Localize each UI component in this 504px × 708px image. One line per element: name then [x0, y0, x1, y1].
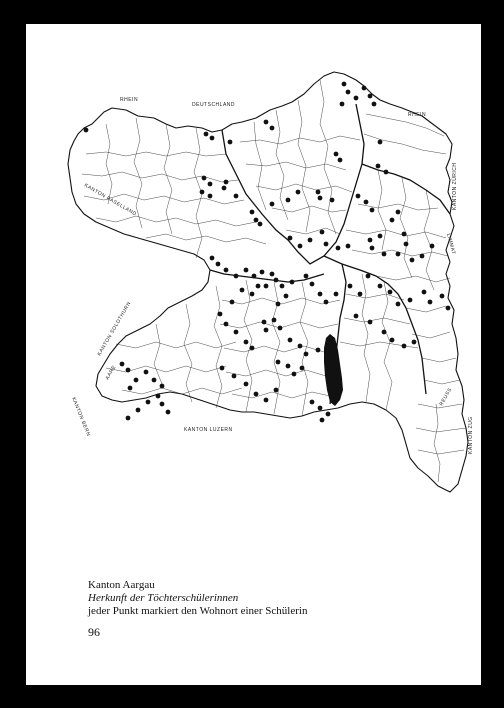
- student-dot: [304, 274, 309, 279]
- student-dot: [288, 338, 293, 343]
- student-dot: [412, 340, 417, 345]
- student-dot: [402, 344, 407, 349]
- student-dot: [384, 170, 389, 175]
- student-dot: [274, 278, 279, 283]
- canton-border: [68, 72, 468, 492]
- student-dot: [422, 290, 427, 295]
- student-dot: [390, 218, 395, 223]
- student-dot: [126, 416, 131, 421]
- student-dot: [382, 252, 387, 257]
- student-dot: [290, 280, 295, 285]
- student-dot: [324, 242, 329, 247]
- student-dot: [126, 368, 131, 373]
- student-dot: [346, 90, 351, 95]
- student-dot: [250, 292, 255, 297]
- student-dot: [320, 418, 325, 423]
- student-dot: [288, 236, 293, 241]
- student-dot: [218, 312, 223, 317]
- student-dot: [362, 86, 367, 91]
- student-dot: [420, 254, 425, 259]
- aargau-map: [26, 24, 481, 504]
- student-dot: [316, 348, 321, 353]
- student-dot: [402, 232, 407, 237]
- student-dot: [390, 338, 395, 343]
- student-dot: [240, 288, 245, 293]
- student-dot: [342, 82, 347, 87]
- caption-note: jeder Punkt markiert den Wohnort einer Schülerin: [88, 605, 308, 617]
- caption-subtitle: Herkunft der Töchterschülerinnen: [88, 592, 239, 604]
- student-dot: [278, 326, 283, 331]
- student-dot: [222, 186, 227, 191]
- student-dot: [258, 222, 263, 227]
- student-dot: [210, 256, 215, 261]
- student-dot: [280, 284, 285, 289]
- label-kanton-solothurn: KANTON SOLOTHURN: [96, 300, 133, 357]
- label-aare: AARE: [104, 364, 118, 381]
- student-dot: [262, 320, 267, 325]
- book-page: [26, 24, 481, 685]
- student-dot: [146, 400, 151, 405]
- label-reuss: REUSS: [438, 386, 454, 407]
- student-dot: [316, 190, 321, 195]
- student-dot: [318, 292, 323, 297]
- page-number: 96: [88, 625, 100, 639]
- student-dot: [446, 306, 451, 311]
- student-dot: [220, 366, 225, 371]
- student-dot: [318, 406, 323, 411]
- student-dot: [356, 194, 361, 199]
- student-dot: [376, 164, 381, 169]
- student-dot: [252, 274, 257, 279]
- student-dot: [440, 294, 445, 299]
- student-dot: [84, 128, 89, 133]
- student-dot: [298, 244, 303, 249]
- student-dot: [410, 258, 415, 263]
- student-dot: [430, 244, 435, 249]
- student-dot: [250, 346, 255, 351]
- student-dot: [286, 364, 291, 369]
- student-dot: [320, 230, 325, 235]
- student-dot: [348, 284, 353, 289]
- student-dot: [244, 340, 249, 345]
- student-dot: [224, 268, 229, 273]
- student-dot: [310, 400, 315, 405]
- student-dot: [204, 132, 209, 137]
- student-dot: [296, 190, 301, 195]
- student-dot: [364, 200, 369, 205]
- student-dot: [144, 370, 149, 375]
- student-dot: [160, 402, 165, 407]
- student-dot: [270, 202, 275, 207]
- student-dot: [244, 382, 249, 387]
- student-dot: [250, 210, 255, 215]
- student-dot: [264, 328, 269, 333]
- student-dot: [334, 152, 339, 157]
- student-dot: [264, 120, 269, 125]
- student-dot: [200, 190, 205, 195]
- student-dot: [256, 284, 261, 289]
- student-dot: [224, 180, 229, 185]
- student-dot: [270, 126, 275, 131]
- label-deutschland: DEUTSCHLAND: [192, 102, 236, 108]
- student-dot: [260, 270, 265, 275]
- student-dot: [298, 344, 303, 349]
- student-dot: [264, 398, 269, 403]
- student-dot: [404, 242, 409, 247]
- student-dot: [408, 298, 413, 303]
- student-dot: [370, 246, 375, 251]
- student-dot: [300, 366, 305, 371]
- label-limmat: LIMMAT: [445, 232, 457, 256]
- student-dot: [234, 330, 239, 335]
- student-dot: [128, 386, 133, 391]
- student-dot: [276, 302, 281, 307]
- label-kanton-luzern: KANTON LUZERN: [184, 427, 233, 433]
- student-dot: [208, 194, 213, 199]
- student-dot: [378, 284, 383, 289]
- student-dot: [292, 372, 297, 377]
- student-dot: [378, 140, 383, 145]
- student-dot: [254, 392, 259, 397]
- student-dot: [326, 412, 331, 417]
- student-dot: [284, 294, 289, 299]
- student-dot: [224, 322, 229, 327]
- student-dot: [202, 176, 207, 181]
- student-dot: [372, 102, 377, 107]
- student-dot: [354, 96, 359, 101]
- student-dot: [216, 262, 221, 267]
- student-dot: [366, 274, 371, 279]
- student-dot: [270, 272, 275, 277]
- student-dot: [166, 410, 171, 415]
- student-dot: [210, 136, 215, 141]
- student-dot: [134, 378, 139, 383]
- student-dot: [330, 198, 335, 203]
- student-dot: [346, 244, 351, 249]
- student-dot: [388, 290, 393, 295]
- student-dot: [208, 182, 213, 187]
- student-dot: [272, 318, 277, 323]
- student-dot: [244, 268, 249, 273]
- student-dot: [382, 330, 387, 335]
- student-dot: [234, 274, 239, 279]
- student-dot: [234, 194, 239, 199]
- student-dot: [336, 246, 341, 251]
- student-dot: [396, 302, 401, 307]
- student-dot: [304, 352, 309, 357]
- label-rhein-east: RHEIN: [408, 112, 427, 118]
- label-kanton-zurich: KANTON ZÜRICH: [452, 162, 458, 210]
- student-dot: [324, 300, 329, 305]
- student-dot: [396, 210, 401, 215]
- label-rhein-west: RHEIN: [120, 97, 139, 103]
- student-dot: [254, 218, 259, 223]
- student-dot: [428, 300, 433, 305]
- student-dot: [368, 320, 373, 325]
- student-dot: [160, 384, 165, 389]
- student-dot: [368, 238, 373, 243]
- student-dot: [396, 252, 401, 257]
- student-dot: [354, 314, 359, 319]
- student-dot: [156, 394, 161, 399]
- student-dot: [370, 208, 375, 213]
- student-dot: [228, 140, 233, 145]
- student-dot: [368, 94, 373, 99]
- student-dot: [120, 362, 125, 367]
- student-dot: [334, 292, 339, 297]
- student-dot: [276, 360, 281, 365]
- student-dot: [232, 374, 237, 379]
- label-kanton-baselland: KANTON BASELLAND: [83, 182, 138, 218]
- student-dot: [264, 284, 269, 289]
- map-caption: [88, 579, 468, 618]
- student-dot: [230, 300, 235, 305]
- student-dot: [338, 158, 343, 163]
- student-dot: [358, 292, 363, 297]
- student-dot: [286, 198, 291, 203]
- caption-title: Kanton Aargau: [88, 579, 155, 591]
- student-dot: [340, 102, 345, 107]
- student-dot: [318, 196, 323, 201]
- student-dot: [274, 388, 279, 393]
- label-kanton-bern: KANTON BERN: [70, 396, 92, 438]
- student-dot: [136, 408, 141, 413]
- student-dot: [152, 378, 157, 383]
- student-dot: [310, 282, 315, 287]
- label-kanton-zug: KANTON ZUG: [468, 416, 474, 454]
- student-dot: [378, 234, 383, 239]
- student-dot: [308, 238, 313, 243]
